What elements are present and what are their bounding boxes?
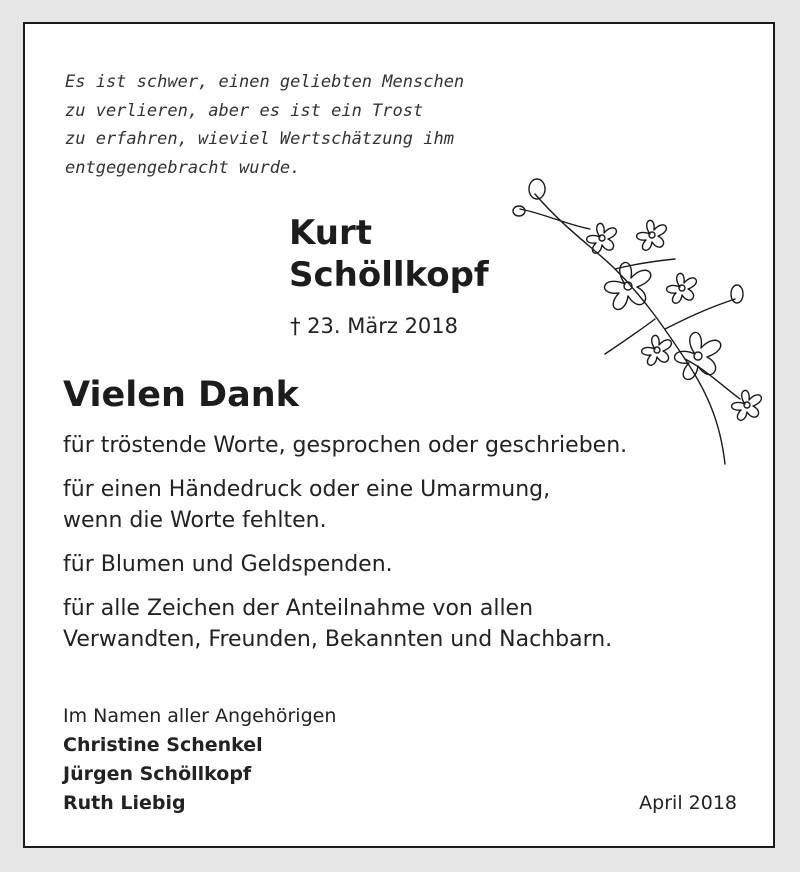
obituary-card — [23, 22, 775, 848]
quote-line: zu verlieren, aber es ist ein Trost — [65, 100, 424, 121]
thanks-line: für Blumen und Geldspenden. — [63, 552, 393, 577]
last-name: Schöllkopf — [289, 255, 489, 295]
deceased-name — [289, 212, 489, 296]
thanks-line: Verwandten, Freunden, Bekannten und Nachbarn. — [63, 627, 613, 652]
thanks-line: wenn die Worte fehlten. — [63, 508, 327, 533]
thanks-item — [63, 549, 763, 580]
signatory-name: Jürgen Schöllkopf — [63, 763, 252, 785]
thanks-item — [63, 474, 763, 536]
signatory-name: Ruth Liebig — [63, 792, 186, 814]
signature-intro: Im Namen aller Angehörigen — [63, 705, 337, 727]
signatory-name: Christine Schenkel — [63, 734, 263, 756]
signature-block — [63, 702, 336, 818]
thanks-list — [63, 430, 763, 668]
quote-line: entgegengebracht wurde. — [65, 157, 301, 178]
quote-line: zu erfahren, wieviel Wertschätzung ihm — [65, 129, 454, 149]
death-date: † 23. März 2018 — [290, 314, 459, 338]
thanks-heading: Vielen Dank — [63, 375, 299, 415]
thanks-item — [63, 593, 763, 655]
cherry-blossom-branch-icon — [505, 169, 765, 469]
first-name: Kurt — [289, 213, 372, 253]
thanks-line: für einen Händedruck oder eine Umarmung, — [63, 477, 551, 502]
publication-date: April 2018 — [639, 792, 737, 814]
thanks-item — [63, 430, 763, 461]
quote — [65, 68, 464, 182]
thanks-line: für tröstende Worte, gesprochen oder geschrieben. — [63, 433, 628, 458]
quote-line: Es ist schwer, einen geliebten Menschen — [65, 72, 465, 92]
thanks-line: für alle Zeichen der Anteilnahme von allen — [63, 596, 534, 621]
